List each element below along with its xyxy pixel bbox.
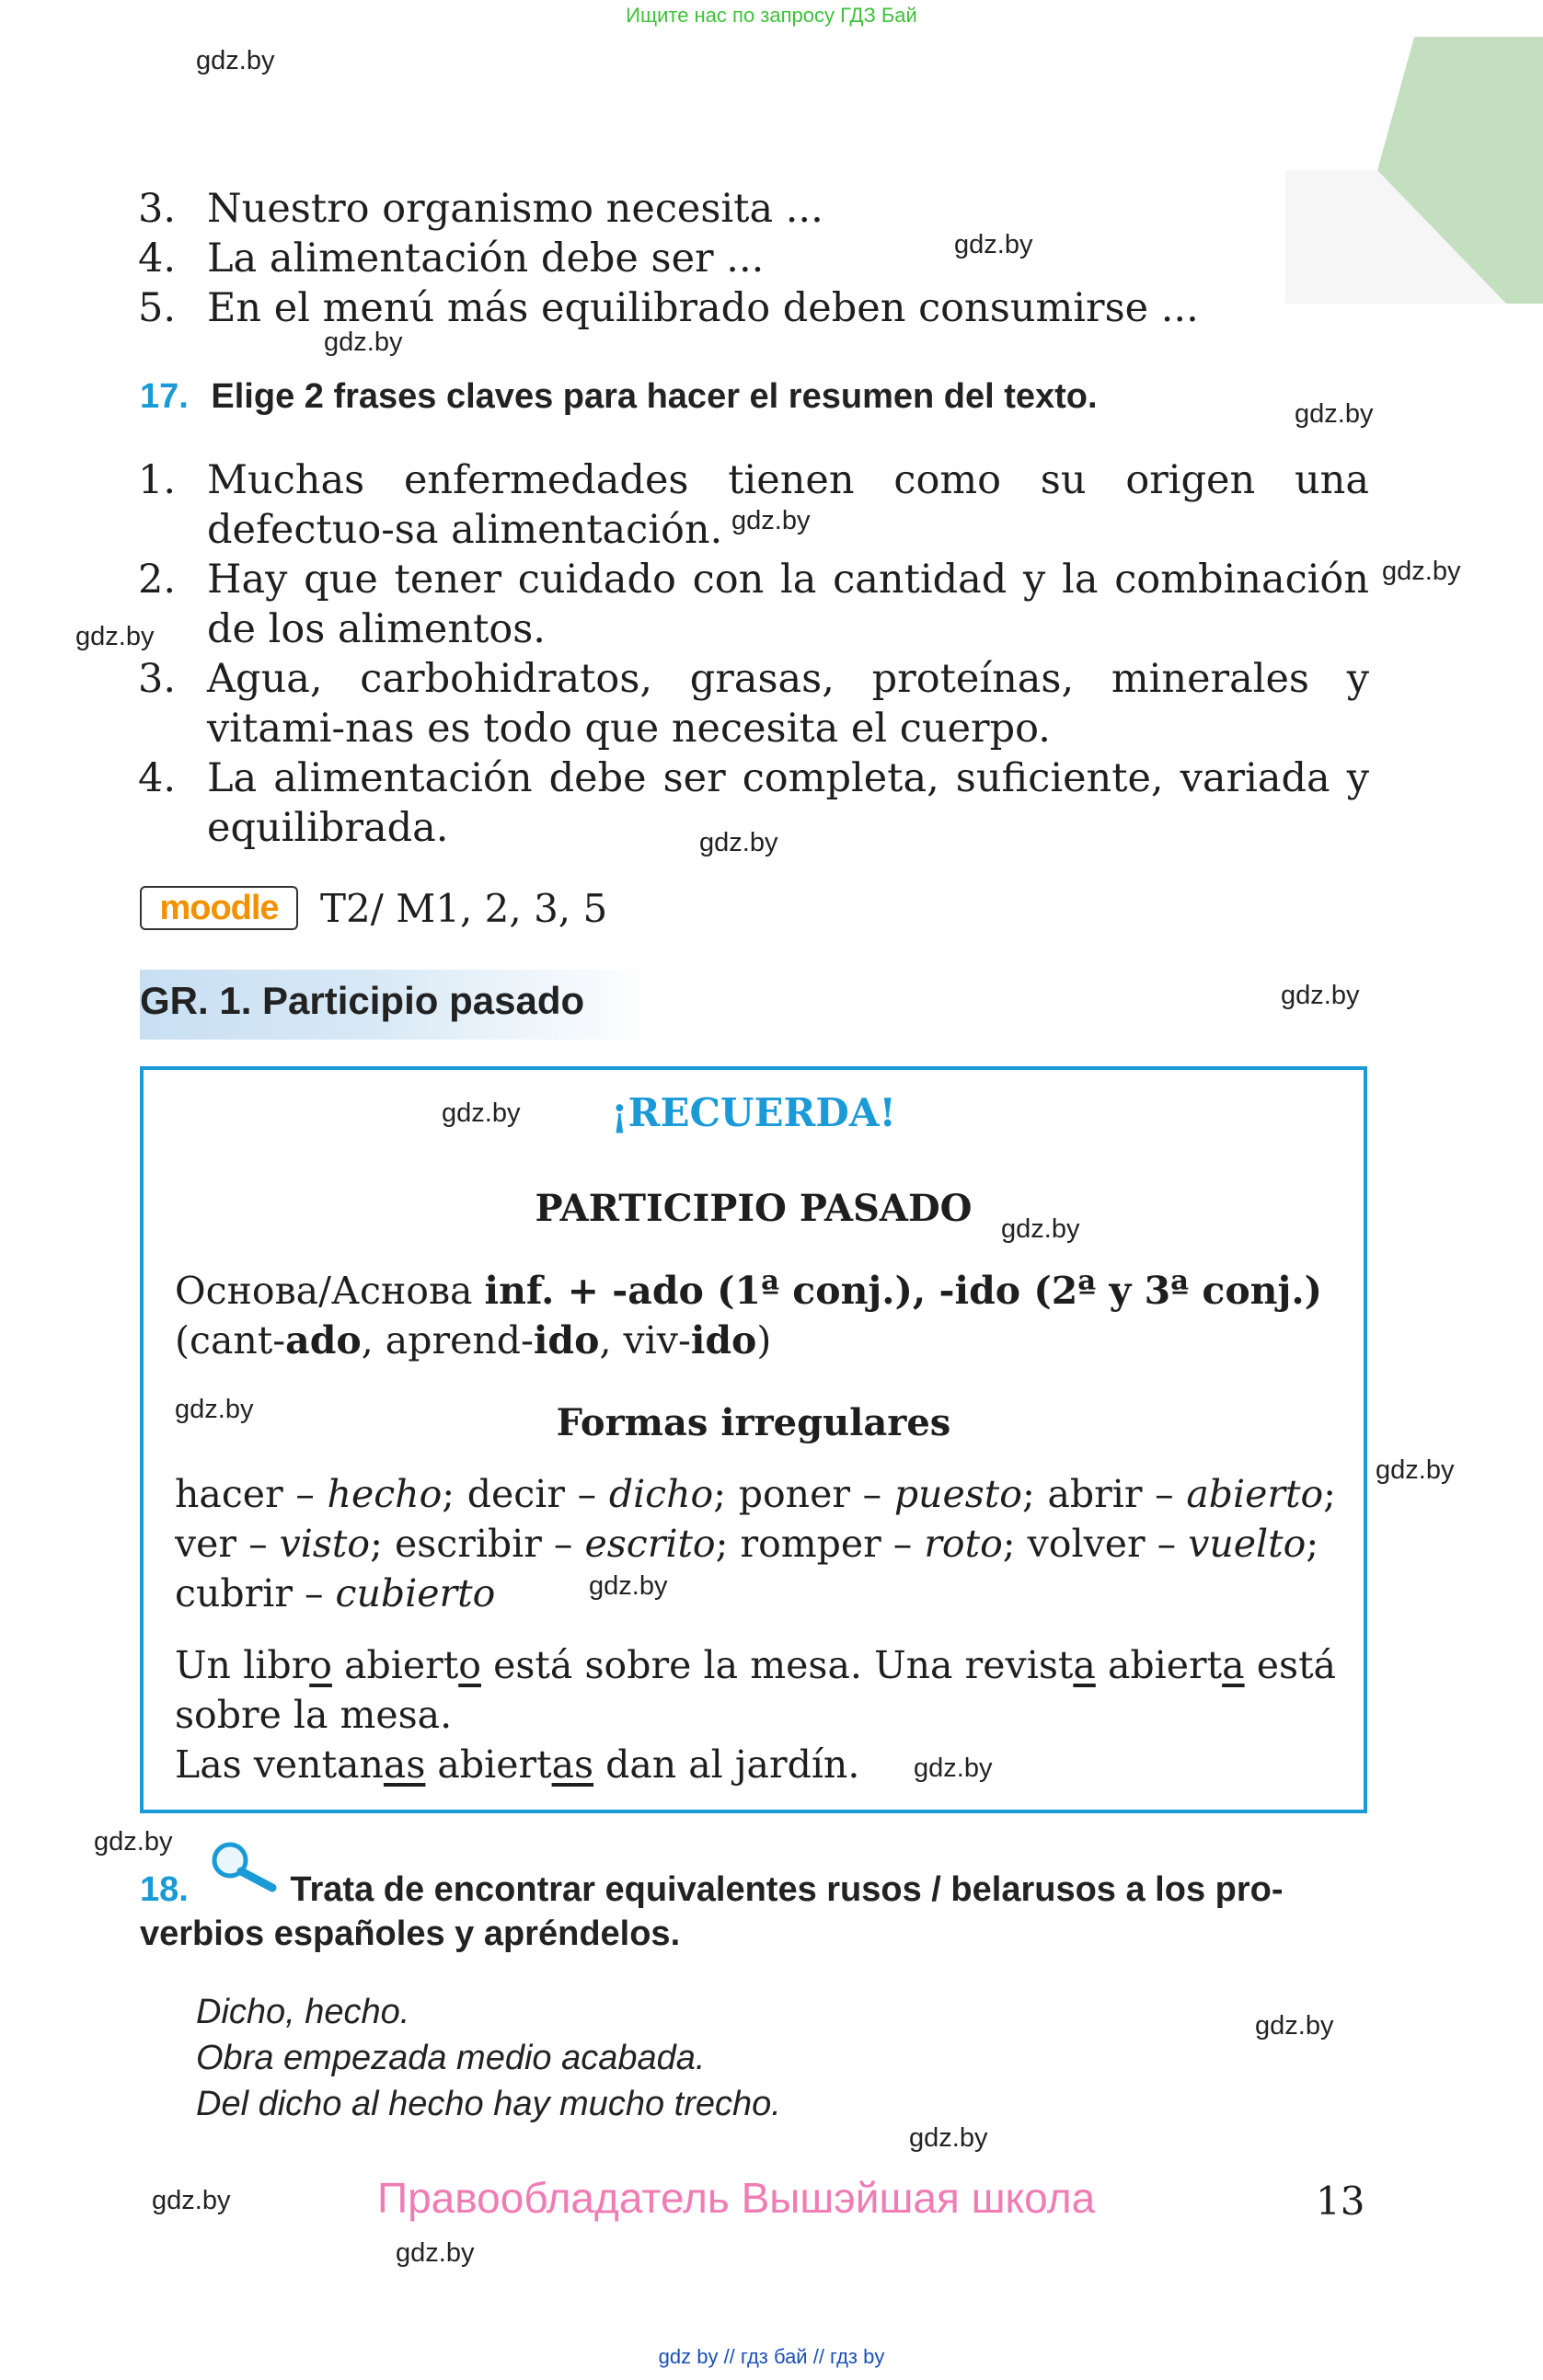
question-list <box>138 184 1369 333</box>
watermark: gdz.by <box>1255 2011 1334 2041</box>
item-number: 5. <box>138 285 177 331</box>
examples <box>175 1640 1336 1789</box>
rule-formula: inf. + -ado (1ª conj.), -ido (2ª y 3ª conj.) <box>484 1269 1322 1313</box>
watermark: gdz.by <box>589 1571 668 1601</box>
rule-example: (cant-ado, aprend-ido, viv-ido) <box>175 1318 772 1362</box>
task-title-line1: Trata de encontrar equivalentes rusos / belarusos a los pro- <box>290 1870 1284 1909</box>
item-text: Muchas enfermedades tienen como su origen una defectuo-sa alimentación. <box>207 457 1369 553</box>
top-banner: Ищите нас по запросу ГДЗ Бай <box>626 4 917 27</box>
watermark: gdz.by <box>1001 1214 1080 1244</box>
formation-rule <box>175 1266 1336 1365</box>
task-17-heading <box>140 377 1098 417</box>
task-number: 17. <box>140 377 189 416</box>
watermark: gdz.by <box>1376 1455 1455 1485</box>
footer-links[interactable]: gdz by // гдз бай // гдз by <box>658 2345 885 2368</box>
list-item <box>138 555 1369 654</box>
item-text: En el menú más equilibrado deben consumirse ... <box>207 285 1199 331</box>
task-number: 18. <box>140 1870 189 1909</box>
moodle-logo-text: moodle <box>159 888 279 927</box>
list-item <box>138 753 1369 853</box>
item-text: La alimentación debe ser completa, suficiente, variada y equilibrada. <box>207 755 1369 851</box>
watermark: gdz.by <box>324 328 403 357</box>
list-item <box>138 184 1369 234</box>
task-title: Elige 2 frases claves para hacer el resumen del texto. <box>211 377 1098 416</box>
item-number: 4. <box>138 236 177 282</box>
watermark: gdz.by <box>175 1395 254 1424</box>
watermark: gdz.by <box>1295 399 1374 429</box>
item-number: 3. <box>138 186 177 232</box>
copyright: Правообладатель Вышэйшая школа <box>377 2174 1096 2222</box>
moodle-reference: T2/ M1, 2, 3, 5 <box>320 886 608 931</box>
irregular-forms-list: hacer – hecho; decir – dicho; poner – puesto; abrir – abierto; ver – visto; escribir – escrito; romper – roto; volver – vuelto; cubrir – cubierto <box>175 1472 1336 1615</box>
watermark: gdz.by <box>396 2238 475 2268</box>
watermark: gdz.by <box>1382 557 1461 586</box>
watermark: gdz.by <box>731 506 811 535</box>
proverb: Del dicho al hecho hay mucho trecho. <box>196 2085 781 2123</box>
watermark: gdz.by <box>94 1827 173 1857</box>
list-item <box>138 283 1369 333</box>
item-number: 1. <box>138 457 177 503</box>
watermark: gdz.by <box>1281 981 1360 1010</box>
list-item <box>138 455 1369 555</box>
moodle-logo[interactable] <box>140 886 298 930</box>
item-number: 2. <box>138 557 177 603</box>
watermark: gdz.by <box>909 2123 988 2153</box>
rule-prefix: Основа/Аснова <box>175 1269 473 1313</box>
item-text: Hay que tener cuidado con la cantidad y la combinación de los alimentos. <box>207 557 1369 652</box>
watermark: gdz.by <box>914 1753 993 1783</box>
example-2: Las ventanas abiertas dan al jardín. <box>175 1742 860 1787</box>
recuerda-title: ¡RECUERDA! <box>611 1090 896 1135</box>
proverb: Dicho, hecho. <box>196 1993 410 2031</box>
task-title-line2: verbios españoles y apréndelos. <box>140 1914 681 1953</box>
section-heading: GR. 1. Participio pasado <box>140 979 585 1022</box>
task-18-heading <box>140 1868 1373 1956</box>
watermark: gdz.by <box>152 2186 231 2215</box>
watermark: gdz.by <box>954 230 1033 259</box>
irregular-forms-title: Formas irregulares <box>556 1401 951 1444</box>
list-item <box>138 654 1369 753</box>
item-text: La alimentación debe ser ... <box>207 236 765 282</box>
proverbs-list <box>196 1989 781 2127</box>
task-17-list <box>138 455 1369 853</box>
watermark: gdz.by <box>75 622 155 651</box>
page-number: 13 <box>1316 2179 1365 2224</box>
watermark: gdz.by <box>442 1098 521 1128</box>
participio-title: PARTICIPIO PASADO <box>535 1187 973 1230</box>
item-number: 4. <box>138 755 177 801</box>
item-text: Nuestro organismo necesita ... <box>207 186 823 232</box>
list-item <box>138 234 1369 283</box>
item-text: Agua, carbohidratos, grasas, proteínas, minerales y vitami-nas es todo que necesita el cuerpo. <box>207 656 1369 752</box>
proverb: Obra empezada medio acabada. <box>196 2039 706 2077</box>
example-1: Un libro abierto está sobre la mesa. Una revista abierta está sobre la mesa. <box>175 1643 1336 1737</box>
watermark: gdz.by <box>699 828 778 857</box>
item-number: 3. <box>138 656 177 702</box>
watermark: gdz.by <box>196 46 275 75</box>
